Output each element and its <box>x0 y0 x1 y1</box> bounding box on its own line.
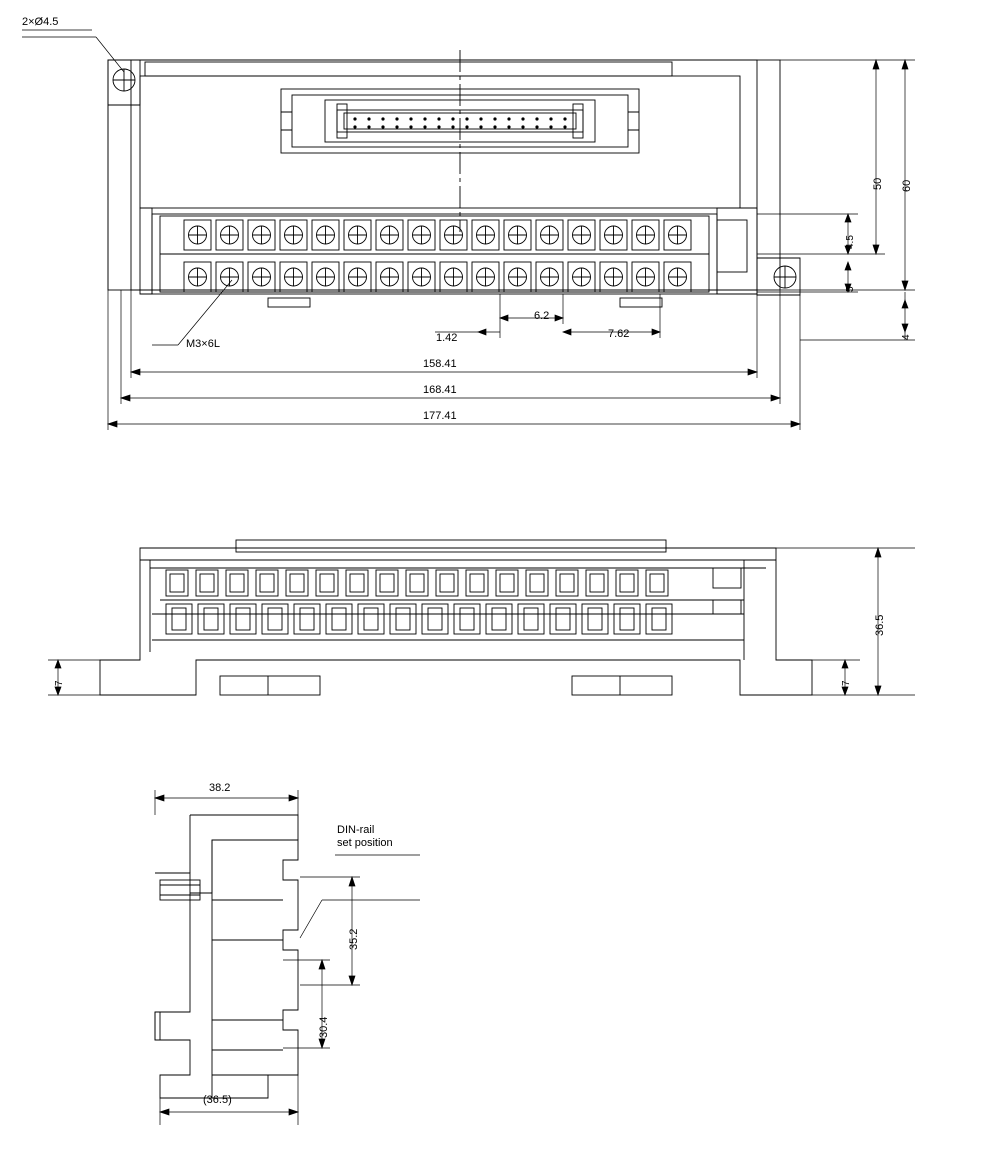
dim-offset-5: 5 <box>845 286 856 292</box>
dim-pitch-group: 7.62 <box>608 328 630 340</box>
terminal-screw-row-top <box>184 220 691 250</box>
dim-side-depth: 38.2 <box>209 782 231 794</box>
dim-din-rail-30-4: 30.4 <box>318 1016 330 1038</box>
top-view-dimensions <box>22 30 915 430</box>
front-lower-terminals <box>166 604 672 634</box>
dim-height-60: 60 <box>901 179 913 192</box>
terminal-screw-row-bottom <box>184 262 691 292</box>
mounting-hole-callout: 2×Ø4.5 <box>22 16 59 28</box>
din-rail-note-line2: set position <box>337 837 393 849</box>
dim-foot-right: 7 <box>841 680 852 686</box>
din-rail-note-line1: DIN-rail <box>337 824 375 836</box>
front-upper-terminals <box>166 570 668 596</box>
side-view-geometry <box>155 815 298 1098</box>
dim-pitch-pair: 6.2 <box>534 310 550 322</box>
screw-spec-callout: M3×6L <box>186 338 220 350</box>
dim-offset-4: 4 <box>901 334 912 340</box>
dim-height-50: 50 <box>872 177 884 190</box>
dim-front-height: 36.5 <box>874 614 886 636</box>
dim-side-depth-ref: (36.5) <box>203 1094 232 1106</box>
dim-foot-left: 7 <box>54 680 65 686</box>
dim-din-rail-35-2: 35.2 <box>348 928 360 950</box>
dim-offset-4-5: 4.5 <box>845 235 856 249</box>
top-view-geometry <box>108 50 800 307</box>
front-view-geometry <box>100 540 812 695</box>
dim-width-inner: 158.41 <box>423 358 457 370</box>
dim-width-mid: 168.41 <box>423 384 457 396</box>
dim-terminal-gap: 1.42 <box>436 332 458 344</box>
dim-width-outer: 177.41 <box>423 410 457 422</box>
